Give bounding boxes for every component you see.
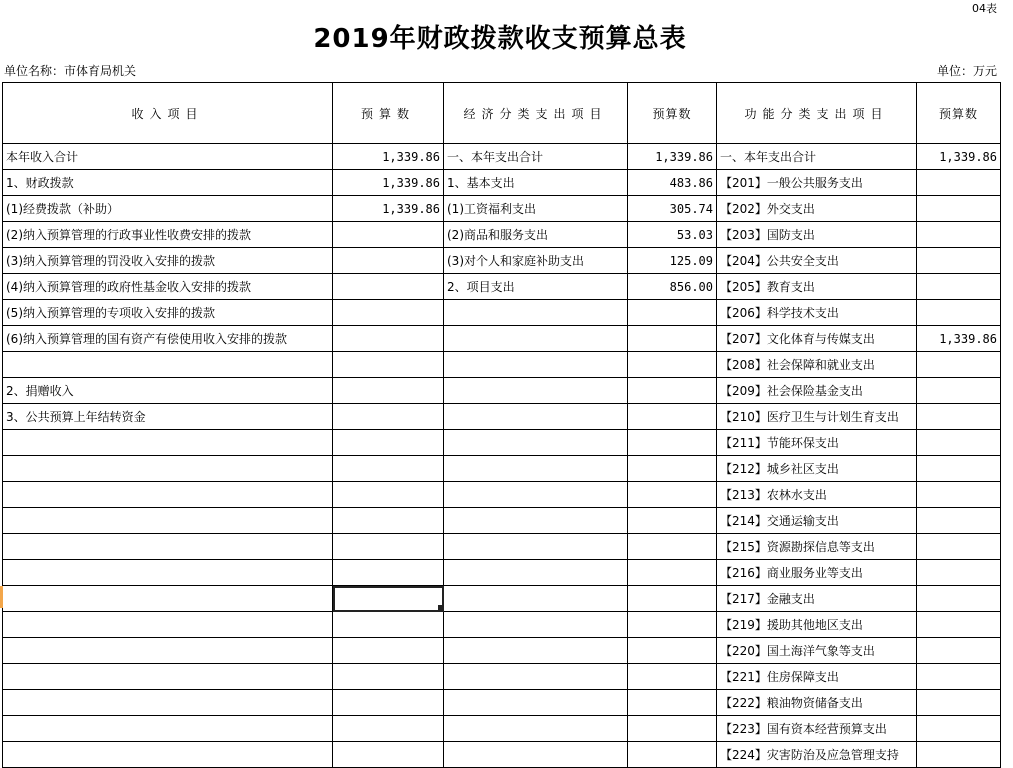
table-row xyxy=(3,378,1001,404)
cell-func-budget[interactable] xyxy=(917,456,1001,482)
table-row xyxy=(3,274,1001,300)
cell-income-budget[interactable] xyxy=(333,222,444,248)
cell-econ-item[interactable] xyxy=(444,716,628,742)
budget-table xyxy=(2,82,1001,768)
cell-income-budget[interactable] xyxy=(333,586,444,612)
cell-income-budget[interactable]: 1,339.86 xyxy=(333,196,444,222)
cell-income-budget[interactable] xyxy=(333,326,444,352)
cell-func-budget[interactable] xyxy=(917,560,1001,586)
cell-income-item[interactable] xyxy=(3,638,333,664)
cell-econ-budget[interactable]: 1,339.86 xyxy=(628,144,717,170)
cell-income-budget[interactable] xyxy=(333,612,444,638)
cell-econ-budget[interactable]: 125.09 xyxy=(628,248,717,274)
cell-income-budget[interactable] xyxy=(333,378,444,404)
table-row xyxy=(3,248,1001,274)
cell-func-budget[interactable] xyxy=(917,664,1001,690)
unit-name-label: 单位名称：市体育局机关 xyxy=(4,64,137,78)
table-row xyxy=(3,638,1001,664)
cell-income-item[interactable] xyxy=(3,612,333,638)
cell-income-budget[interactable] xyxy=(333,430,444,456)
cell-income-budget[interactable] xyxy=(333,664,444,690)
cell-income-budget[interactable] xyxy=(333,508,444,534)
cell-econ-item[interactable] xyxy=(444,482,628,508)
cell-income-budget[interactable] xyxy=(333,716,444,742)
cell-income-item[interactable]: 1、财政拨款 xyxy=(3,170,333,196)
cell-func-item[interactable]: 【217】金融支出 xyxy=(717,586,917,612)
cell-econ-item[interactable] xyxy=(444,456,628,482)
cell-econ-item[interactable]: (1)工资福利支出 xyxy=(444,196,628,222)
cell-income-budget[interactable] xyxy=(333,300,444,326)
cell-income-budget[interactable] xyxy=(333,404,444,430)
cell-func-budget[interactable]: 1,339.86 xyxy=(917,144,1001,170)
cell-econ-item[interactable] xyxy=(444,404,628,430)
cell-func-budget[interactable] xyxy=(917,170,1001,196)
cell-func-item[interactable]: 【221】住房保障支出 xyxy=(717,664,917,690)
cell-econ-item[interactable] xyxy=(444,586,628,612)
cell-econ-item[interactable] xyxy=(444,534,628,560)
cell-econ-item[interactable] xyxy=(444,378,628,404)
table-row xyxy=(3,586,1001,612)
cell-func-budget[interactable] xyxy=(917,404,1001,430)
header-income-item[interactable]: 收入项目 xyxy=(3,83,333,144)
cell-func-budget[interactable] xyxy=(917,352,1001,378)
header-econ-item[interactable]: 经济分类支出项目 xyxy=(444,83,628,144)
table-row xyxy=(3,690,1001,716)
cell-econ-budget[interactable] xyxy=(628,378,717,404)
cell-income-budget[interactable] xyxy=(333,248,444,274)
cell-income-item[interactable] xyxy=(3,716,333,742)
cell-econ-item[interactable] xyxy=(444,560,628,586)
cell-econ-budget[interactable] xyxy=(628,586,717,612)
cell-income-budget[interactable]: 1,339.86 xyxy=(333,170,444,196)
cell-func-item[interactable]: 【202】外交支出 xyxy=(717,196,917,222)
cell-income-item[interactable]: (6)纳入预算管理的国有资产有偿使用收入安排的拨款 xyxy=(3,326,333,352)
cell-econ-budget[interactable] xyxy=(628,404,717,430)
table-row xyxy=(3,196,1001,222)
cell-func-budget[interactable] xyxy=(917,482,1001,508)
cell-income-item[interactable]: (2)纳入预算管理的行政事业性收费安排的拨款 xyxy=(3,222,333,248)
currency-unit-label: 单位：万元 xyxy=(936,64,997,78)
cell-econ-item[interactable] xyxy=(444,430,628,456)
cell-income-item[interactable] xyxy=(3,586,333,612)
cell-income-item[interactable]: (1)经费拨款（补助） xyxy=(3,196,333,222)
cell-func-item[interactable]: 【223】国有资本经营预算支出 xyxy=(717,716,917,742)
page-title: 2019年财政拨款收支预算总表 xyxy=(313,24,687,54)
cell-func-item[interactable]: 【207】文化体育与传媒支出 xyxy=(717,326,917,352)
table-row xyxy=(3,612,1001,638)
cell-income-item[interactable]: (4)纳入预算管理的政府性基金收入安排的拨款 xyxy=(3,274,333,300)
cell-func-budget[interactable] xyxy=(917,300,1001,326)
cell-func-item[interactable]: 【219】援助其他地区支出 xyxy=(717,612,917,638)
cell-income-budget[interactable] xyxy=(333,638,444,664)
table-row xyxy=(3,326,1001,352)
cell-econ-budget[interactable] xyxy=(628,638,717,664)
header-income-budget[interactable]: 预算数 xyxy=(333,83,444,144)
cell-func-budget[interactable] xyxy=(917,248,1001,274)
cell-func-item[interactable]: 【203】国防支出 xyxy=(717,222,917,248)
header-econ-budget[interactable]: 预算数 xyxy=(628,83,717,144)
cell-func-item[interactable]: 【211】节能环保支出 xyxy=(717,430,917,456)
cell-func-item[interactable]: 【204】公共安全支出 xyxy=(717,248,917,274)
cell-income-item[interactable] xyxy=(3,352,333,378)
cell-income-item[interactable]: 本年收入合计 xyxy=(3,144,333,170)
cell-func-item[interactable]: 【215】资源勘探信息等支出 xyxy=(717,534,917,560)
cell-func-item[interactable]: 【216】商业服务业等支出 xyxy=(717,560,917,586)
cell-econ-budget[interactable] xyxy=(628,716,717,742)
cell-func-item[interactable]: 【220】国土海洋气象等支出 xyxy=(717,638,917,664)
table-row xyxy=(3,456,1001,482)
cell-econ-item[interactable] xyxy=(444,352,628,378)
cell-func-item[interactable]: 【224】灾害防治及应急管理支持 xyxy=(717,742,917,768)
cell-income-budget[interactable] xyxy=(333,534,444,560)
cell-econ-item[interactable]: (2)商品和服务支出 xyxy=(444,222,628,248)
cell-income-item[interactable]: (5)纳入预算管理的专项收入安排的拨款 xyxy=(3,300,333,326)
cell-econ-budget[interactable] xyxy=(628,690,717,716)
cell-econ-item[interactable]: 一、本年支出合计 xyxy=(444,144,628,170)
cell-income-budget[interactable]: 1,339.86 xyxy=(333,144,444,170)
cell-func-budget[interactable]: 1,339.86 xyxy=(917,326,1001,352)
cell-econ-budget[interactable] xyxy=(628,534,717,560)
cell-income-item[interactable] xyxy=(3,430,333,456)
cell-econ-budget[interactable] xyxy=(628,430,717,456)
cell-income-item[interactable] xyxy=(3,690,333,716)
cell-income-item[interactable] xyxy=(3,456,333,482)
cell-econ-item[interactable] xyxy=(444,508,628,534)
cell-income-item[interactable] xyxy=(3,482,333,508)
cell-income-item[interactable] xyxy=(3,508,333,534)
table-row xyxy=(3,430,1001,456)
table-row xyxy=(3,300,1001,326)
cell-func-budget[interactable] xyxy=(917,508,1001,534)
table-row xyxy=(3,144,1001,170)
cell-income-budget[interactable] xyxy=(333,456,444,482)
cell-econ-item[interactable] xyxy=(444,638,628,664)
table-row xyxy=(3,482,1001,508)
cell-func-item[interactable]: 【212】城乡社区支出 xyxy=(717,456,917,482)
cell-func-item[interactable]: 【206】科学技术支出 xyxy=(717,300,917,326)
cell-econ-budget[interactable]: 305.74 xyxy=(628,196,717,222)
fill-handle[interactable] xyxy=(438,605,443,610)
cell-func-budget[interactable] xyxy=(917,690,1001,716)
table-row xyxy=(3,716,1001,742)
cell-econ-item[interactable] xyxy=(444,690,628,716)
cell-income-item[interactable]: (3)纳入预算管理的罚没收入安排的拨款 xyxy=(3,248,333,274)
cell-econ-budget[interactable] xyxy=(628,482,717,508)
cell-func-item[interactable]: 【205】教育支出 xyxy=(717,274,917,300)
cell-econ-item[interactable]: 1、基本支出 xyxy=(444,170,628,196)
table-row xyxy=(3,222,1001,248)
cell-econ-item[interactable]: (3)对个人和家庭补助支出 xyxy=(444,248,628,274)
cell-econ-item[interactable] xyxy=(444,664,628,690)
cell-func-item[interactable]: 【210】医疗卫生与计划生育支出 xyxy=(717,404,917,430)
cell-func-budget[interactable] xyxy=(917,612,1001,638)
table-row xyxy=(3,170,1001,196)
cell-econ-budget[interactable]: 483.86 xyxy=(628,170,717,196)
table-row xyxy=(3,664,1001,690)
table-row xyxy=(3,352,1001,378)
cell-func-item[interactable]: 【201】一般公共服务支出 xyxy=(717,170,917,196)
cell-func-item[interactable]: 一、本年支出合计 xyxy=(717,144,917,170)
cell-econ-budget[interactable] xyxy=(628,326,717,352)
cell-econ-budget[interactable]: 53.03 xyxy=(628,222,717,248)
cell-income-item[interactable] xyxy=(3,560,333,586)
cell-income-budget[interactable] xyxy=(333,352,444,378)
cell-func-item[interactable]: 【214】交通运输支出 xyxy=(717,508,917,534)
cell-econ-budget[interactable] xyxy=(628,352,717,378)
cell-econ-budget[interactable] xyxy=(628,664,717,690)
header-row xyxy=(3,83,1001,144)
header-func-item[interactable]: 功能分类支出项目 xyxy=(717,83,917,144)
table-row xyxy=(3,560,1001,586)
cell-econ-item[interactable]: 2、项目支出 xyxy=(444,274,628,300)
cell-econ-budget[interactable] xyxy=(628,612,717,638)
cell-func-budget[interactable] xyxy=(917,716,1001,742)
cell-func-budget[interactable] xyxy=(917,196,1001,222)
cell-econ-item[interactable] xyxy=(444,326,628,352)
cell-func-item[interactable]: 【213】农林水支出 xyxy=(717,482,917,508)
header-func-budget[interactable]: 预算数 xyxy=(917,83,1001,144)
row-selection-marker xyxy=(0,586,3,608)
cell-econ-budget[interactable]: 856.00 xyxy=(628,274,717,300)
table-row xyxy=(3,534,1001,560)
cell-income-item[interactable] xyxy=(3,534,333,560)
cell-income-budget[interactable] xyxy=(333,274,444,300)
cell-econ-budget[interactable] xyxy=(628,456,717,482)
cell-func-item[interactable]: 【222】粮油物资储备支出 xyxy=(717,690,917,716)
cell-income-budget[interactable] xyxy=(333,482,444,508)
cell-func-budget[interactable] xyxy=(917,638,1001,664)
cell-func-budget[interactable] xyxy=(917,378,1001,404)
cell-func-budget[interactable] xyxy=(917,222,1001,248)
cell-func-budget[interactable] xyxy=(917,534,1001,560)
cell-func-item[interactable]: 【208】社会保障和就业支出 xyxy=(717,352,917,378)
cell-econ-budget[interactable] xyxy=(628,300,717,326)
cell-econ-item[interactable] xyxy=(444,612,628,638)
table-row xyxy=(3,508,1001,534)
cell-income-budget[interactable] xyxy=(333,560,444,586)
cell-income-item[interactable] xyxy=(3,664,333,690)
table-number: 04表 xyxy=(972,2,997,15)
cell-income-item[interactable]: 3、公共预算上年结转资金 xyxy=(3,404,333,430)
cell-econ-budget[interactable] xyxy=(628,508,717,534)
cell-func-item[interactable]: 【209】社会保险基金支出 xyxy=(717,378,917,404)
cell-econ-item[interactable] xyxy=(444,300,628,326)
cell-income-budget[interactable] xyxy=(333,690,444,716)
cell-econ-budget[interactable] xyxy=(628,560,717,586)
cell-func-budget[interactable] xyxy=(917,430,1001,456)
cell-income-item[interactable]: 2、捐赠收入 xyxy=(3,378,333,404)
cell-func-budget[interactable] xyxy=(917,586,1001,612)
table-row xyxy=(3,404,1001,430)
cell-func-budget[interactable] xyxy=(917,274,1001,300)
